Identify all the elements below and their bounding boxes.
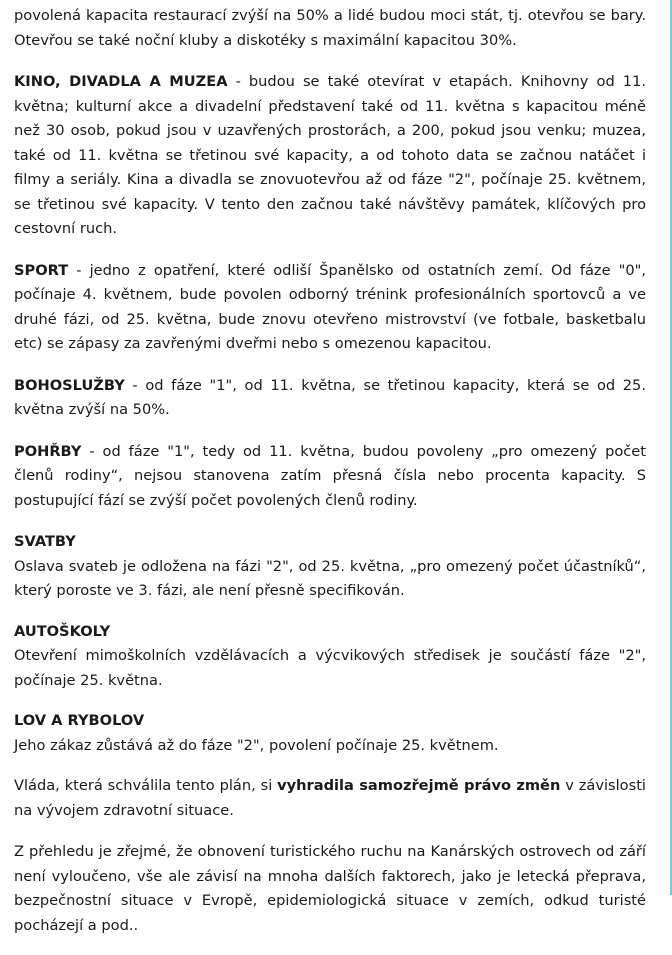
block-text: Jeho zákaz zůstává až do fáze "2", povolení počínaje 25. květnem. xyxy=(14,736,499,754)
government-emphasis: vyhradila samozřejmě právo změn xyxy=(277,777,561,794)
section-sport xyxy=(14,259,646,357)
section-culture xyxy=(14,70,646,242)
block-text: Oslava svateb je odložena na fázi "2", od 25. května, „pro omezený počet účastníků“, který poroste ve 3. fázi, ale není přesně specifikován. xyxy=(14,557,646,599)
section-funerals xyxy=(14,440,646,514)
section-worship xyxy=(14,374,646,423)
block-hunting-fishing xyxy=(14,709,646,758)
government-paragraph xyxy=(14,774,646,823)
section-heading: KINO, DIVADLA A MUZEA xyxy=(14,73,228,90)
section-text: - budou se také otevírat v etapách. Knihovny od 11. května; kulturní akce a divadelní představení také od 11. května s kapacitou méně než 30 osob, pokud jsou v uzavřených prostorách, a 200, pokud jsou venku; muzea, také od 11. května se třetinou své kapacity, a od tohoto data se začnou natáčet i filmy a seriály. Kina a divadla se znovuotevřou až od fáze "2", počínaje 25. květnem, se třetinou své kapacity. V tento den začnou také návštěvy památek, klíčových pro cestovní ruch. xyxy=(14,73,646,237)
section-text: - od fáze "1", tedy od 11. května, budou povoleny „pro omezený počet členů rodiny“, nejsou stanovena zatím přesná čísla nebo procenta kapacity. S postupující fází se zvýší počet povolených členů rodiny. xyxy=(14,442,646,509)
block-text: Otevření mimoškolních vzdělávacích a výcvikových středisek je součástí fáze "2", počínaje 25. května. xyxy=(14,647,646,689)
block-driving-schools xyxy=(14,620,646,694)
section-text: - jedno z opatření, které odliší Španělsko od ostatních zemí. Od fáze "0", počínaje 4. květnem, bude povolen odborný trénink profesionálních sportovců a ve druhé fázi, od 25. května, bude znovu otevřeno mistrovství (ve fotbale, basketbalu etc) se zápasy za zavřenými dveřmi nebo s omezenou kapacitou. xyxy=(14,261,646,352)
article-body xyxy=(14,4,646,955)
section-heading: BOHOSLUŽBY xyxy=(14,376,125,394)
government-text-before: Vláda, která schválila tento plán, si xyxy=(14,777,278,794)
section-text: - od fáze "1", od 11. května, se třetinou kapacity, která se od 25. května zvýší na 50%. xyxy=(14,376,646,418)
block-heading: AUTOŠKOLY xyxy=(14,622,111,640)
conclusion-paragraph: Z přehledu je zřejmé, že obnovení turistického ruchu na Kanárských ostrovech od září není vyloučeno, vše ale závisí na mnoha dalších faktorech, jako je letecká přeprava, bezpečnostní situace v Evropě, epidemiologická situace v zemích, odkud turisté pocházejí a pod.. xyxy=(14,843,646,934)
block-heading: LOV A RYBOLOV xyxy=(14,712,145,729)
government-text-after: v závislosti na vývojem zdravotní situace. xyxy=(14,777,646,819)
block-heading: SVATBY xyxy=(14,533,76,550)
intro-paragraph: povolená kapacita restaurací zvýší na 50% a lidé budou moci stát, tj. otevřou se bary. Otevřou se také noční kluby a diskotéky s maximální kapacitou 30%. xyxy=(14,7,646,49)
section-heading: POHŘBY xyxy=(14,442,82,460)
block-weddings xyxy=(14,530,646,604)
section-heading: SPORT xyxy=(14,261,69,279)
